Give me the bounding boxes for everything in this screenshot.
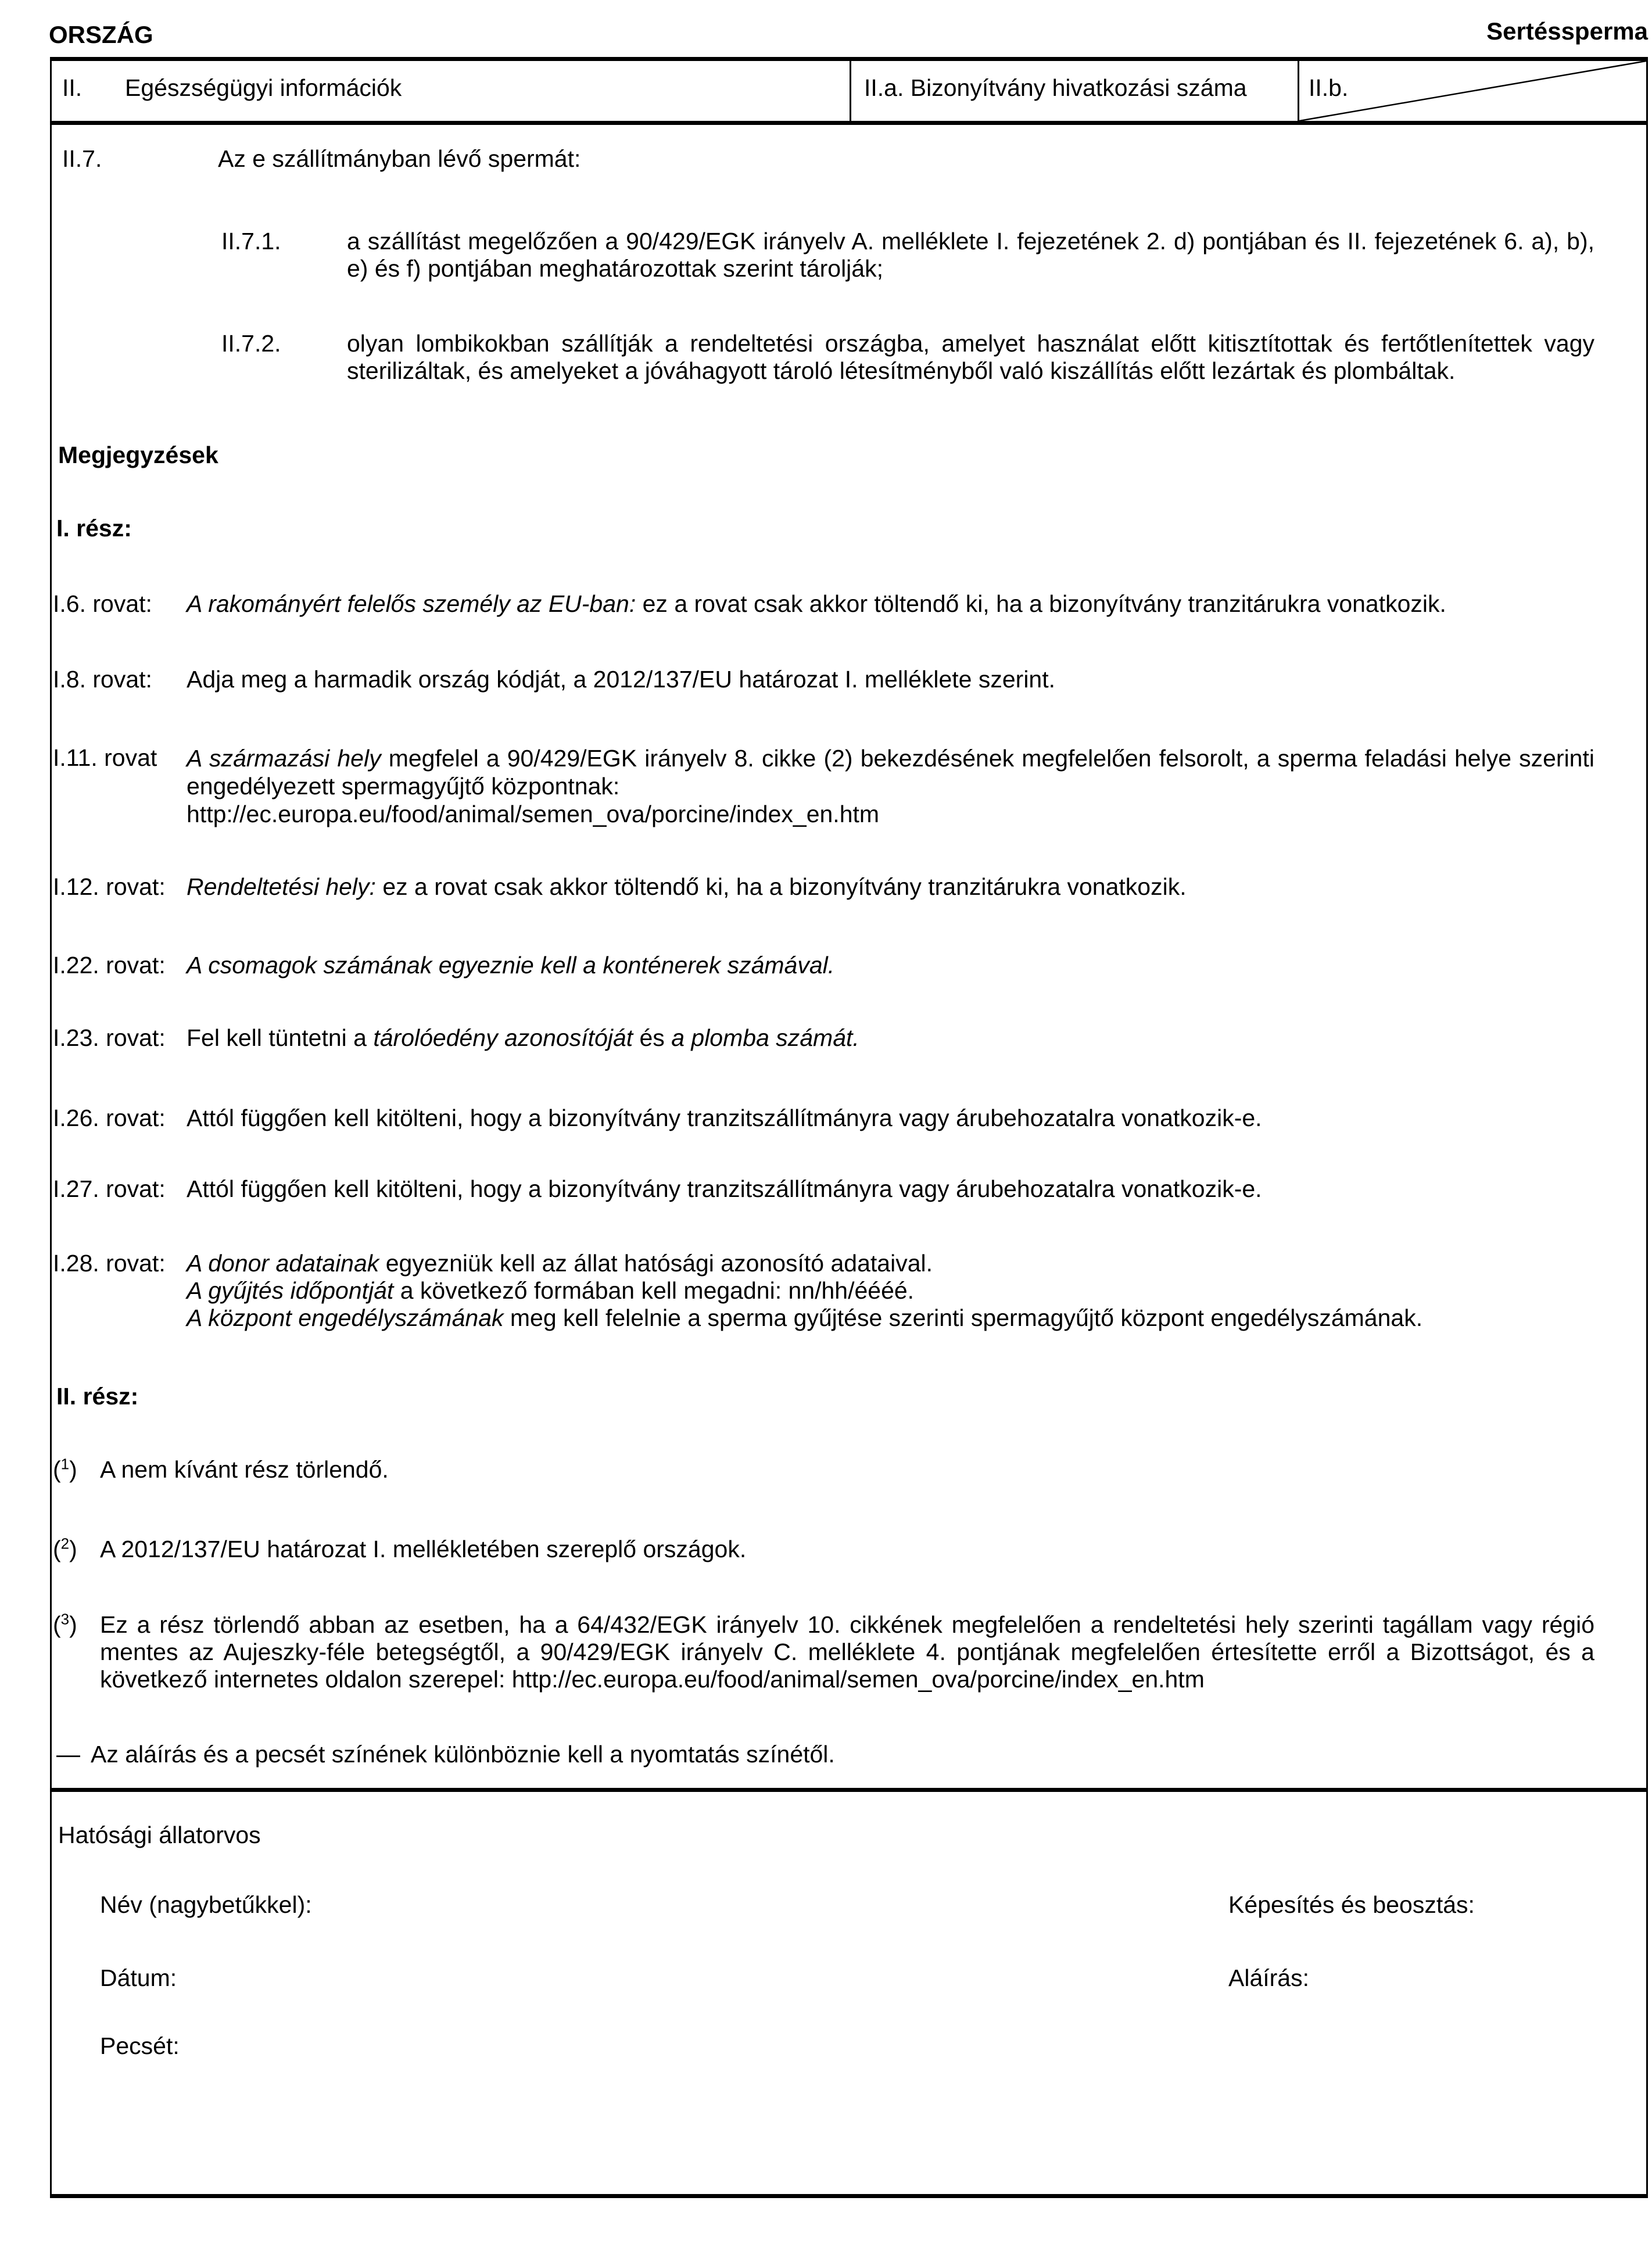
footnote-2-marker bbox=[53, 1536, 77, 1563]
footnote-2-close-paren: ) bbox=[69, 1536, 77, 1562]
iib-label: II.b. bbox=[1309, 74, 1349, 101]
signature-label: Aláírás: bbox=[1228, 1965, 1309, 1991]
footnote-1-text: A nem kívánt rész törlendő. bbox=[100, 1456, 389, 1483]
note-I23-italic1: tárolóedény azonosítóját bbox=[373, 1024, 633, 1051]
qualification-label: Képesítés és beosztás: bbox=[1228, 1891, 1475, 1918]
item-II72-number: II.7.2. bbox=[221, 330, 281, 357]
note-I11-url: http://ec.europa.eu/food/animal/semen_ova/porcine/index_en.htm bbox=[187, 801, 880, 827]
item-II71-number: II.7.1. bbox=[221, 228, 281, 254]
header-cell-iib bbox=[1299, 61, 1646, 121]
footnote-1-close-paren: ) bbox=[69, 1456, 77, 1483]
note-I12-lead: Rendeltetési hely: bbox=[187, 873, 376, 900]
note-I11-label: I.11. rovat bbox=[53, 744, 157, 771]
date-label: Dátum: bbox=[100, 1965, 177, 1991]
official-veterinarian-heading: Hatósági állatorvos bbox=[58, 1822, 261, 1848]
note-I12-text bbox=[187, 873, 1594, 901]
footnote-3-text: Ez a rész törlendő abban az esetben, ha a 64/432/EGK irányelv 10. cikkének megfelelően a rendeltetési hely szerinti tagállam vagy régió mentes az Aujeszky-féle betegségtől, a 90/429/EGK irányelv C. melléklete 4. pontjának megfelelően értesítette erről a Bizottságot, és a következő internetes oldalon szerepel: http://ec.europa.eu/food/animal/semen_ova/porcine/index_en.htm bbox=[100, 1611, 1594, 1693]
note-I28-line3: meg kell felelnie a sperma gyűjtése szerinti spermagyűjtő központ engedélyszámának. bbox=[503, 1304, 1423, 1331]
note-I22-label: I.22. rovat: bbox=[53, 952, 166, 978]
table-header-row bbox=[52, 61, 1646, 125]
note-I27-label: I.27. rovat: bbox=[53, 1175, 166, 1202]
item-II71-text: a szállítást megelőzően a 90/429/EGK irányelv A. melléklete I. fejezetének 2. d) pontjában és II. fejezetének 6. a), b), e) és f) pontjában meghatározottak szerint tárolják; bbox=[347, 228, 1594, 282]
footnote-1-open-paren: ( bbox=[53, 1456, 61, 1483]
footnote-1-marker bbox=[53, 1456, 77, 1483]
note-I28-line1-lead: A donor adatainak bbox=[187, 1250, 379, 1277]
note-I28-line2: a következő formában kell megadni: nn/hh/éééé. bbox=[393, 1277, 915, 1304]
note-I23-pre: Fel kell tüntetni a bbox=[187, 1024, 374, 1051]
note-I28-label: I.28. rovat: bbox=[53, 1250, 166, 1277]
note-I26-label: I.26. rovat: bbox=[53, 1105, 166, 1131]
dash-note-bullet: — bbox=[56, 1741, 80, 1768]
section-divider-rule bbox=[50, 1788, 1648, 1792]
footnote-2-text: A 2012/137/EU határozat I. mellékletében szereplő országok. bbox=[100, 1536, 747, 1562]
note-I28-line1: egyezniük kell az állat hatósági azonosító adataival. bbox=[379, 1250, 933, 1277]
part-I-heading: I. rész: bbox=[56, 515, 132, 542]
note-I28-line3-lead: A központ engedélyszámának bbox=[187, 1304, 504, 1331]
note-I26-text: Attól függően kell kitölteni, hogy a bizonyítvány tranzitszállítmányra vagy árubehozatalra vonatkozik-e. bbox=[187, 1105, 1262, 1131]
note-I6-text bbox=[187, 590, 1594, 618]
note-I12-label: I.12. rovat: bbox=[53, 873, 166, 900]
item-II7-intro: Az e szállítmányban lévő spermát: bbox=[218, 145, 581, 172]
item-II7-number: II.7. bbox=[62, 145, 102, 172]
note-I8-label: I.8. rovat: bbox=[53, 666, 152, 693]
note-I23-mid: és bbox=[633, 1024, 672, 1051]
note-I22-text bbox=[187, 952, 1594, 979]
reference-number-label: II.a. Bizonyítvány hivatkozási száma bbox=[864, 74, 1247, 101]
name-label: Név (nagybetűkkel): bbox=[100, 1891, 312, 1918]
note-I11-body: megfelel a 90/429/EGK irányelv 8. cikke (2) bekezdésének megfelelően felsorolt, a sperma feladási helye szerinti engedélyezett spermagyűjtő központnak: bbox=[187, 745, 1594, 800]
part-II-heading: II. rész: bbox=[56, 1383, 139, 1410]
note-I27-text: Attól függően kell kitölteni, hogy a bizonyítvány tranzitszállítmányra vagy árubehozatalra vonatkozik-e. bbox=[187, 1175, 1262, 1202]
footnote-2-open-paren: ( bbox=[53, 1536, 61, 1562]
note-I6-label: I.6. rovat: bbox=[53, 590, 152, 617]
country-label: ORSZÁG bbox=[49, 21, 153, 48]
note-I23-italic2: a plomba számát. bbox=[671, 1024, 859, 1051]
footnote-2-digit: 2 bbox=[60, 1535, 70, 1553]
diagonal-strikethrough-line bbox=[1299, 61, 1646, 121]
footnote-3-close-paren: ) bbox=[69, 1611, 77, 1638]
certificate-table bbox=[50, 57, 1648, 2198]
note-I6-lead: A rakományért felelős személy az EU-ban: bbox=[187, 590, 636, 617]
note-I23-label: I.23. rovat: bbox=[53, 1024, 166, 1051]
dash-note-text: Az aláírás és a pecsét színének különböznie kell a nyomtatás színétől. bbox=[91, 1741, 835, 1768]
doc-type-title: Sertéssperma bbox=[1486, 17, 1648, 45]
note-I8-text: Adja meg a harmadik ország kódját, a 2012/137/EU határozat I. melléklete szerint. bbox=[187, 666, 1056, 693]
footnote-3-open-paren: ( bbox=[53, 1611, 61, 1638]
note-I23-text bbox=[187, 1024, 1594, 1052]
part-title: Egészségügyi információk bbox=[125, 74, 402, 101]
footnote-1-digit: 1 bbox=[60, 1455, 70, 1473]
note-I12-body: ez a rovat csak akkor töltendő ki, ha a bizonyítvány tranzitárukra vonatkozik. bbox=[375, 873, 1187, 900]
notes-heading: Megjegyzések bbox=[58, 442, 218, 468]
note-I28-line2-lead: A gyűjtés időpontját bbox=[187, 1277, 394, 1304]
footnote-3-digit: 3 bbox=[60, 1610, 70, 1628]
header-cell-health-info bbox=[52, 61, 851, 121]
item-II72-text: olyan lombikokban szállítják a rendeltetési országba, amelyet használat előtt kitisztítottak és fertőtlenítettek vagy sterilizáltak, és amelyeket a jóváhagyott tároló létesítményből való kiszállítás előtt lezártak és plombáltak. bbox=[347, 330, 1594, 384]
footnote-3-marker bbox=[53, 1611, 77, 1639]
part-number: II. bbox=[62, 74, 83, 101]
note-I6-body: ez a rovat csak akkor töltendő ki, ha a bizonyítvány tranzitárukra vonatkozik. bbox=[636, 590, 1446, 617]
header-cell-reference-number bbox=[851, 61, 1299, 121]
note-I28-text bbox=[187, 1250, 1594, 1332]
note-I11-text bbox=[187, 744, 1594, 828]
note-I11-lead: A származási hely bbox=[187, 745, 381, 772]
stamp-label: Pecsét: bbox=[100, 2032, 180, 2059]
note-I22-lead: A csomagok számának egyeznie kell a konténerek számával. bbox=[187, 952, 835, 978]
